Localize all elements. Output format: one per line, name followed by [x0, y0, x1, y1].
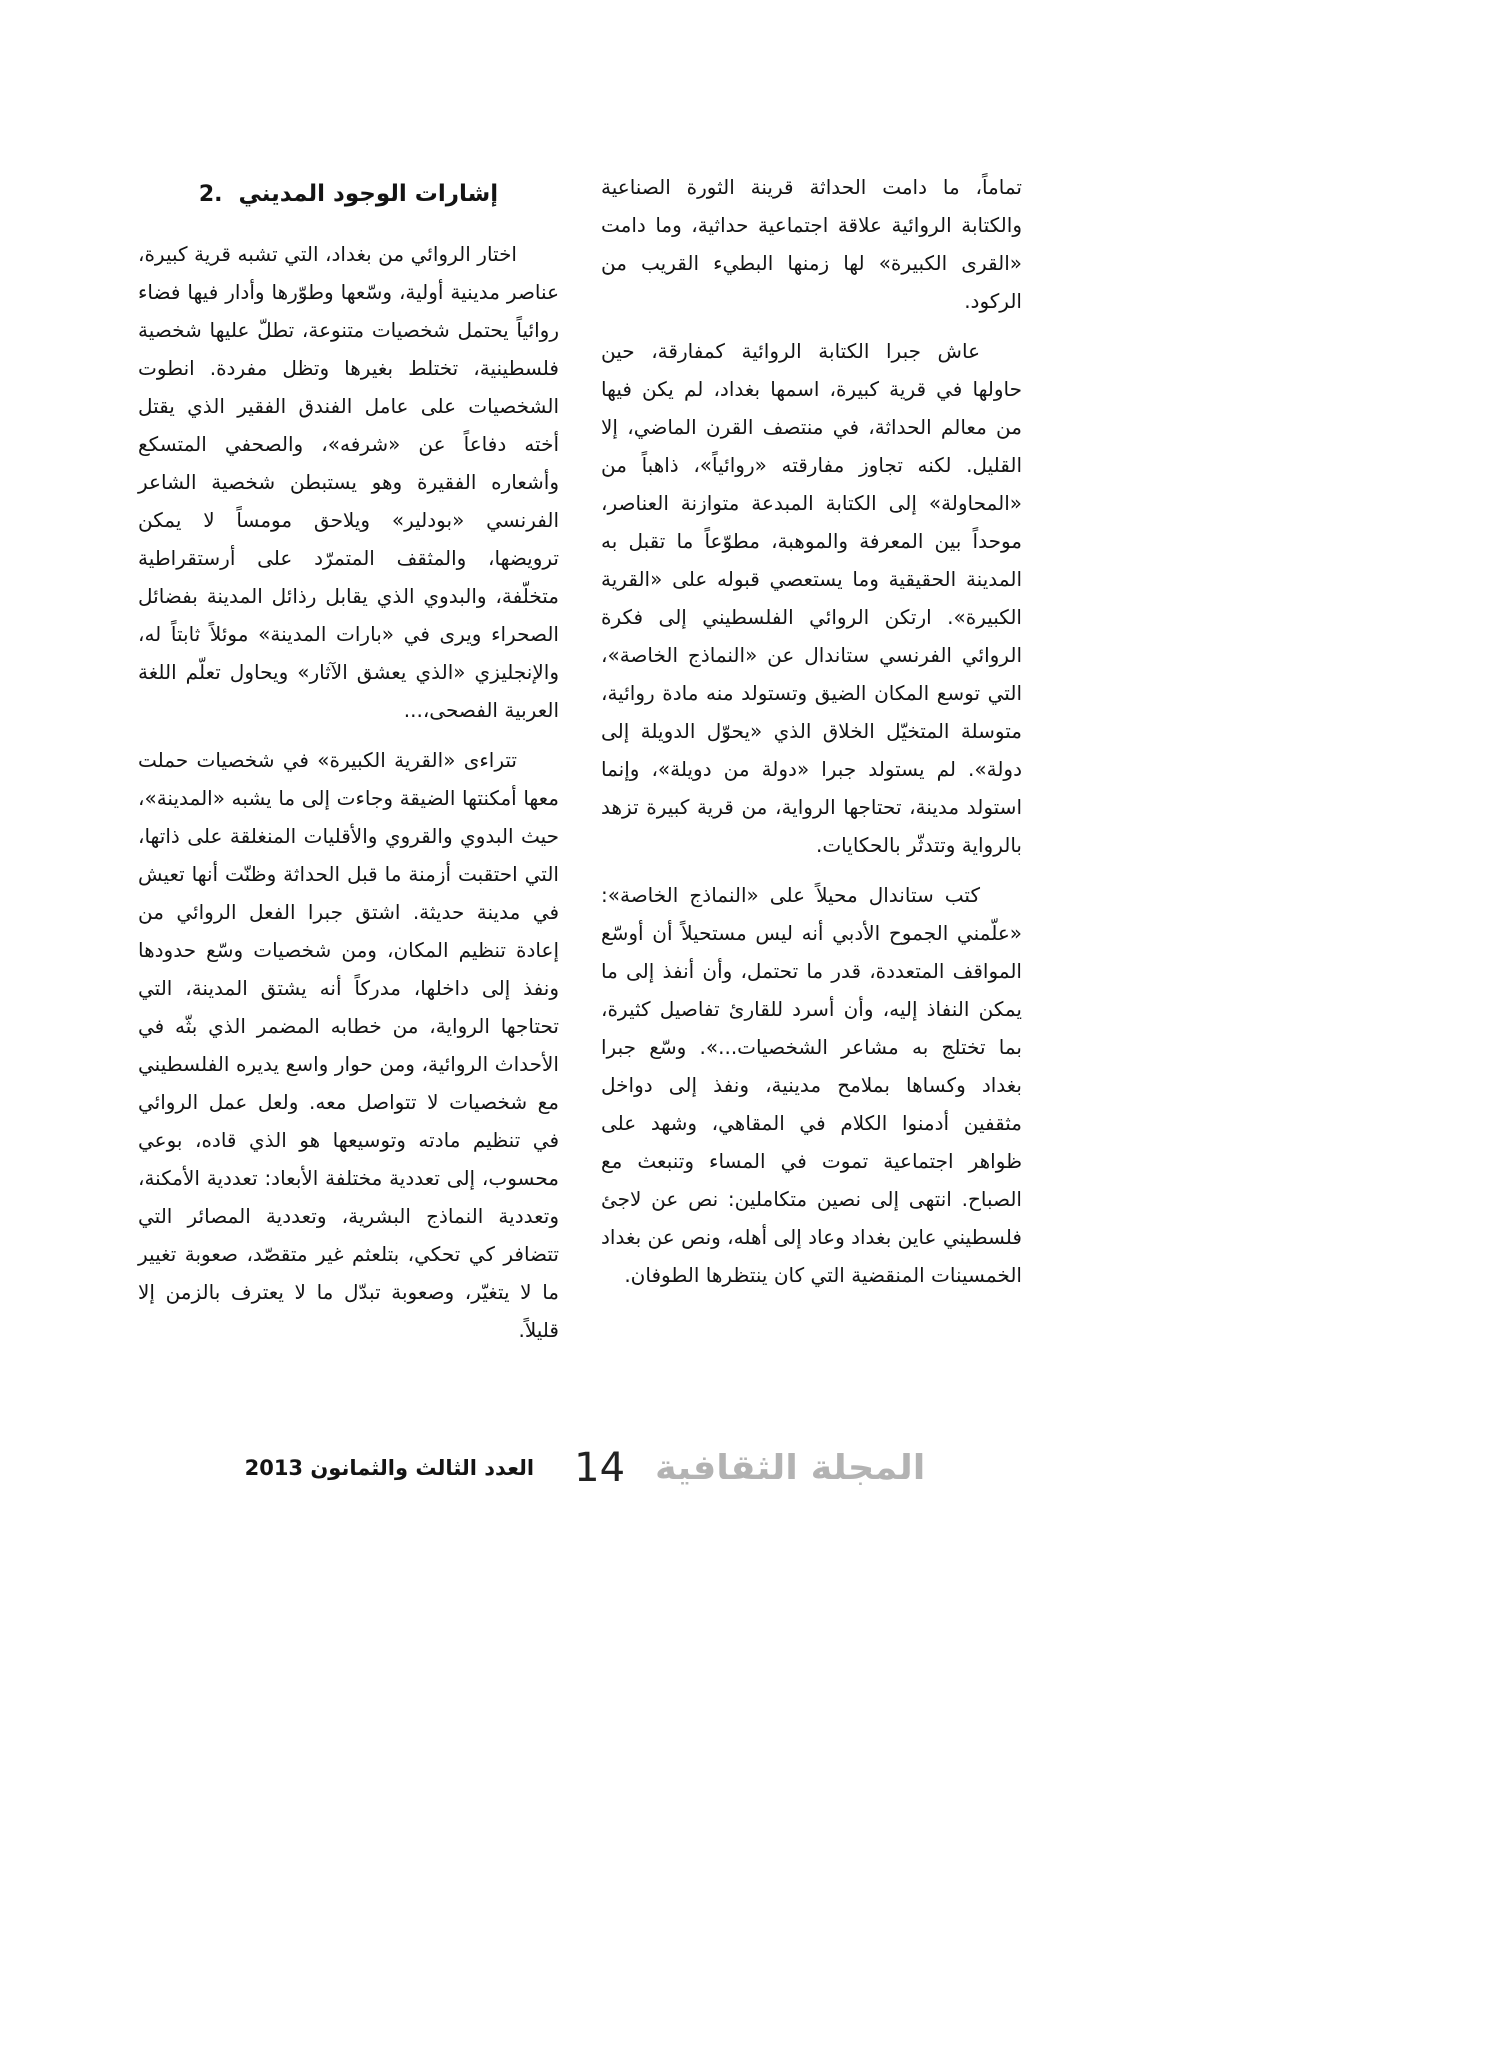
article-body — [138, 168, 1022, 1361]
section-number: 2. — [198, 182, 223, 207]
page-number: 14 — [574, 1445, 626, 1491]
column-right — [601, 168, 1022, 1361]
paragraph: تماماً، ما دامت الحداثة قرينة الثورة الصناعية والكتابة الروائية علاقة اجتماعية حداثية، وما دامت «القرى الكبيرة» لها زمنها البطيء القريب من الركود. — [601, 175, 1022, 313]
journal-logo: المجلة الثقافية — [655, 1448, 926, 1488]
issue-label: العدد الثالث والثمانون 2013 — [244, 1456, 535, 1480]
paragraph: كتب ستاندال محيلاً على «النماذج الخاصة»: «علّمني الجموح الأدبي أنه ليس مستحيلاً أن أوسّع المواقف المتعددة، قدر ما تحتمل، وأن أنفذ إلى ما يمكن النفاذ إليه، وأن أسرد للقارئ تفاصيل كثيرة، بما تختلج به مشاعر الشخصيات...». وسّع جبرا بغداد وكساها بملامح مدينية، ونفذ إلى دواخل مثقفين أدمنوا الكلام في المقاهي، وشهد على ظواهر اجتماعية تموت في المساء وتنبعث مع الصباح. انتهى إلى نصين متكاملين: نص عن لاجئ فلسطيني عاين بغداد وعاد إلى أهله، ونص عن بغداد الخمسينات المنقضية التي كان ينتظرها الطوفان. — [601, 883, 1022, 1287]
section-title: إشارات الوجود المديني — [238, 181, 499, 207]
column-left — [138, 168, 559, 1361]
paragraph: اختار الروائي من بغداد، التي تشبه قرية كبيرة، عناصر مدينية أولية، وسّعها وطوّرها وأدار فيها فضاء روائياً يحتمل شخصيات متنوعة، تطلّ عليها شخصية فلسطينية، تختلط بغيرها وتظل مفردة. انطوت الشخصيات على عامل الفندق الفقير الذي يقتل أخته دفاعاً عن «شرفه»، والصحفي المتسكع وأشعاره الفقيرة وهو يستبطن شخصية الشاعر الفرنسي «بودلير» ويلاحق مومساً لا يمكن ترويضها، والمثقف المتمرّد على أرستقراطية متخلّفة، والبدوي الذي يقابل رذائل المدينة بفضائل الصحراء ويرى في «بارات المدينة» موئلاً ثابتاً له، والإنجليزي «الذي يعشق الآثار» ويحاول تعلّم اللغة العربية الفصحى،... — [138, 242, 559, 722]
paragraph: عاش جبرا الكتابة الروائية كمفارقة، حين حاولها في قرية كبيرة، اسمها بغداد، لم يكن فيها من معالم الحداثة، في منتصف القرن الماضي، إلا القليل. لكنه تجاوز مفارقته «روائياً»، ذاهباً من «المحاولة» إلى الكتابة المبدعة متوازنة العناصر، موحداً بين المعرفة والموهبة، مطوّعاً ما تقبل به المدينة الحقيقية وما يستعصي قبوله على «القرية الكبيرة». ارتكن الروائي الفلسطيني إلى فكرة الروائي الفرنسي ستاندال عن «النماذج الخاصة»، التي توسع المكان الضيق وتستولد منه مادة روائية، متوسلة المتخيّل الخلاق الذي «يحوّل الدويلة إلى دولة». لم يستولد جبرا «دولة من دويلة»، وإنما استولد مدينة، تحتاجها الرواية، من قرية كبيرة تزهد بالرواية وتتدثّر بالحكايات. — [601, 339, 1022, 857]
section-heading — [138, 174, 559, 215]
paragraph: تتراءى «القرية الكبيرة» في شخصيات حملت معها أمكنتها الضيقة وجاءت إلى ما يشبه «المدينة»، حيث البدوي والقروي والأقليات المنغلقة على ذاتها، التي احتقبت أزمنة ما قبل الحداثة وظنّت أنها تعيش في مدينة حديثة. اشتق جبرا الفعل الروائي من إعادة تنظيم المكان، ومن شخصيات وسّع حدودها ونفذ إلى داخلها، مدركاً أنه يشتق المدينة، التي تحتاجها الرواية، من خطابه المضمر الذي بثّه في الأحداث الروائية، ومن حوار واسع يديره الفلسطيني مع شخصيات لا تتواصل معه. ولعل عمل الروائي في تنظيم مادته وتوسيعها هو الذي قاده، بوعي محسوب، إلى تعددية مختلفة الأبعاد: تعددية الأمكنة، وتعددية النماذج البشرية، وتعددية المصائر التي تتضافر كي تحكي، بتلعثم غير متقصّد، صعوبة تغيير ما لا يتغيّر، وصعوبة تبدّل ما لا يعترف بالزمن إلا قليلاً. — [138, 748, 559, 1342]
page-footer — [138, 1445, 1022, 1491]
